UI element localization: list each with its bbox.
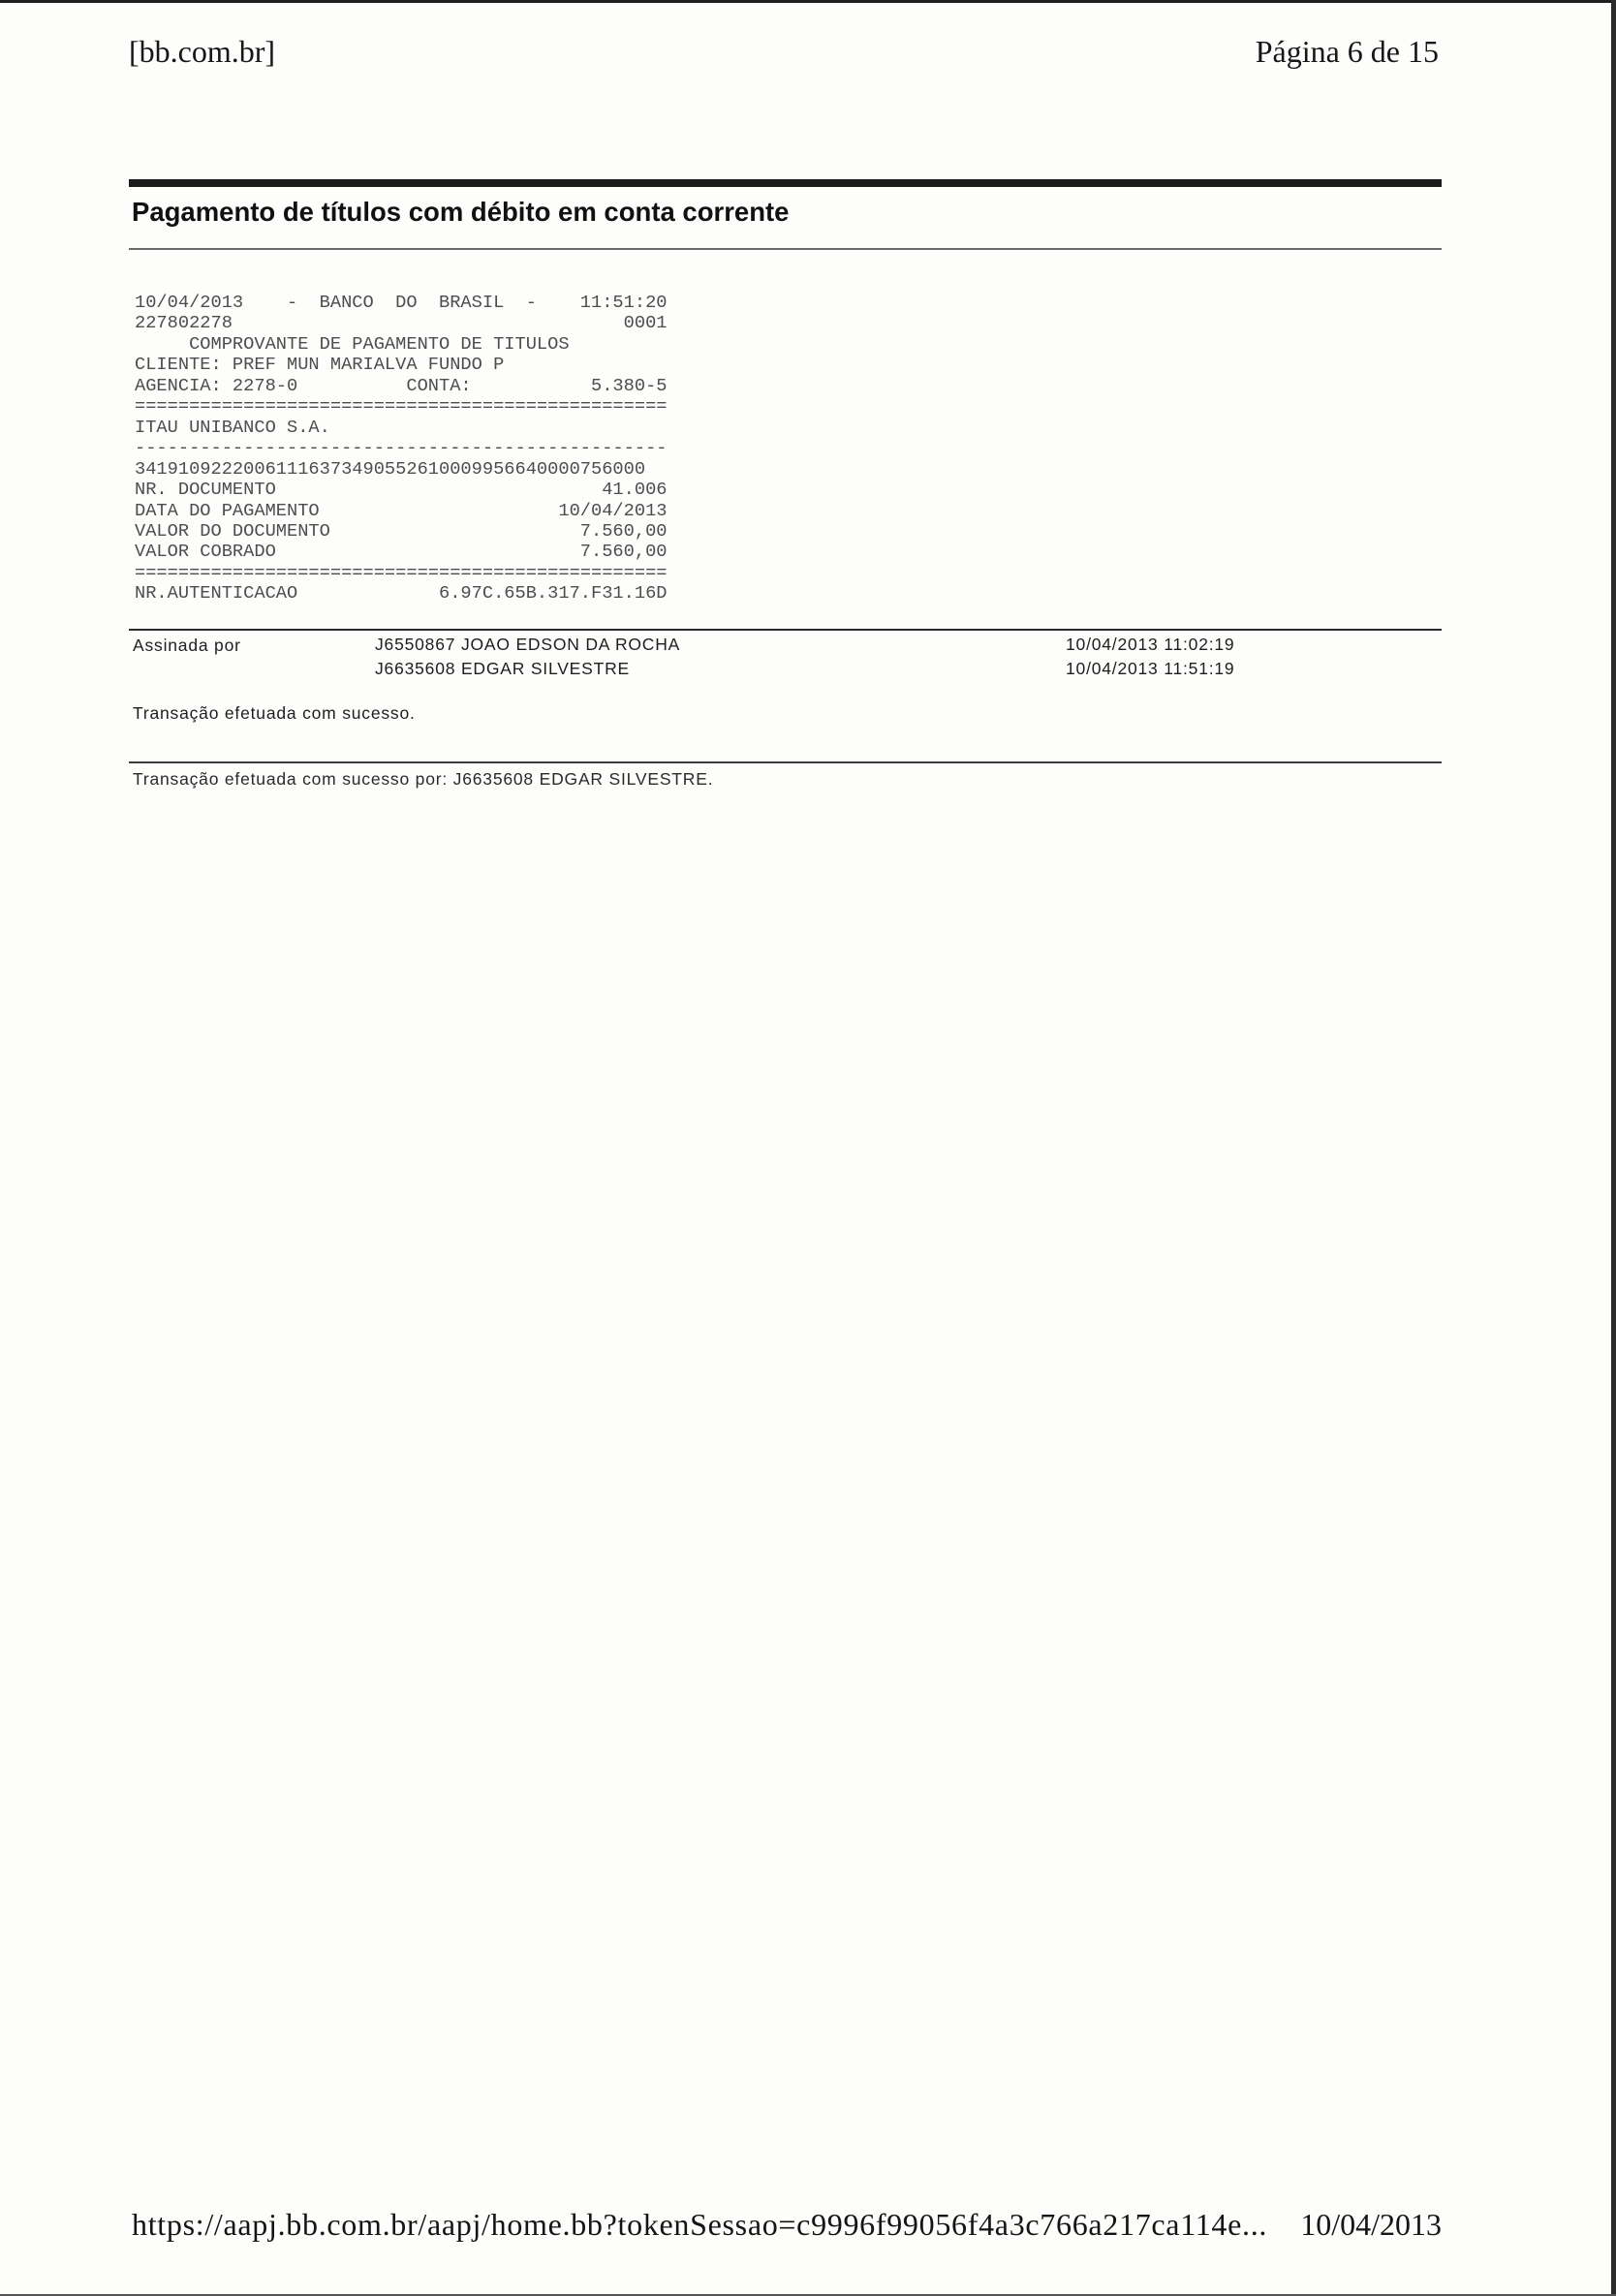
receipt-line: CLIENTE: PREF MUN MARIALVA FUNDO P — [135, 354, 505, 376]
signed-by-label: Assinada por — [133, 636, 241, 655]
receipt-line: VALOR DO DOCUMENTO 7.560,00 — [135, 519, 668, 542]
receipt-separator: ================================================= — [135, 561, 668, 583]
scan-edge-right — [1611, 0, 1616, 2296]
signer-name: J6550867 JOAO EDSON DA ROCHA — [375, 635, 681, 654]
page-number: Página 6 de 15 — [1255, 34, 1439, 69]
status-rule — [129, 761, 1442, 763]
receipt-line: VALOR COBRADO 7.560,00 — [135, 541, 668, 563]
receipt-separator: ------------------------------------------------- — [135, 437, 668, 459]
title-bottom-rule — [129, 248, 1442, 250]
transaction-status-by: Transação efetuada com sucesso por: J6635608 EDGAR SILVESTRE. — [133, 769, 714, 789]
receipt-line: 227802278 0001 — [135, 312, 668, 334]
receipt-separator: ================================================= — [135, 395, 668, 418]
receipt-line: AGENCIA: 2278-0 CONTA: 5.380-5 — [135, 374, 668, 396]
transaction-status: Transação efetuada com sucesso. — [133, 703, 416, 723]
page-title: Pagamento de títulos com débito em conta corrente — [132, 197, 790, 227]
signer-name: J6635608 EDGAR SILVESTRE — [375, 659, 631, 678]
scan-edge-top — [0, 0, 1616, 3]
signature-datetime: 10/04/2013 11:51:19 — [1066, 659, 1235, 678]
receipt-line: 10/04/2013 - BANCO DO BRASIL - 11:51:20 — [135, 292, 668, 313]
receipt-line: DATA DO PAGAMENTO 10/04/2013 — [135, 499, 668, 521]
signatures-rule — [129, 629, 1442, 631]
print-footer-url: https://aapj.bb.com.br/aapj/home.bb?tokenSessao=c9996f99056f4a3c766a217ca114e... — [132, 2207, 1268, 2242]
receipt-line: COMPROVANTE DE PAGAMENTO DE TITULOS — [135, 332, 570, 355]
print-footer-date: 10/04/2013 — [1300, 2207, 1442, 2242]
signature-datetime: 10/04/2013 11:02:19 — [1066, 635, 1235, 654]
receipt-line: ITAU UNIBANCO S.A. — [135, 416, 330, 438]
receipt-barcode-line: 34191092220061116373490552610009956640000756000 — [135, 457, 646, 480]
receipt-line: NR. DOCUMENTO 41.006 — [135, 479, 668, 501]
print-header-site: [bb.com.br] — [129, 34, 276, 69]
receipt-block — [135, 293, 668, 605]
title-top-rule — [129, 179, 1442, 187]
receipt-authentication-line: NR.AUTENTICACAO 6.97C.65B.317.F31.16D — [135, 582, 668, 605]
